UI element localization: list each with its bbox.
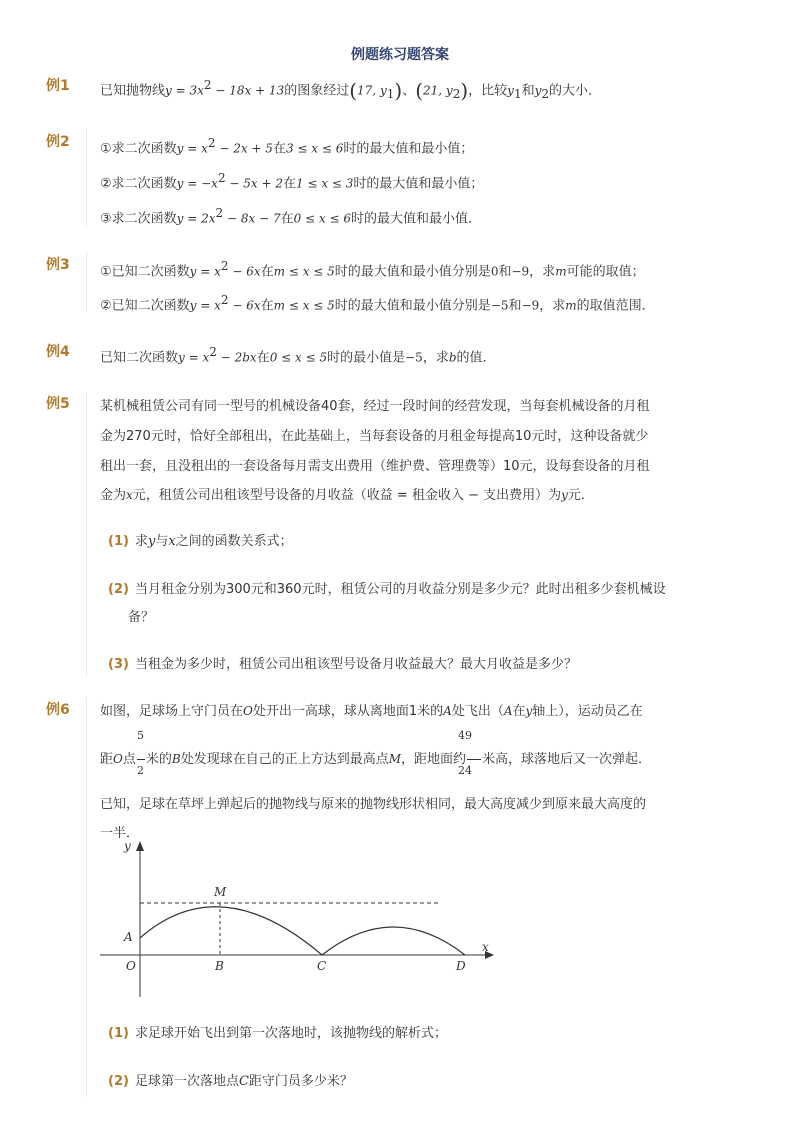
example-1-label: 例1 <box>46 78 70 94</box>
example-6-question-1: (1) 求足球开始飞出到第一次落地时，该抛物线的解析式； <box>108 1026 447 1041</box>
example-6-para-2: 距O点 米的B处发现球在自己的正上方达到最高点M，距地面约 米高，球落地后又一次弹起． <box>100 752 652 767</box>
example-4-text: 已知二次函数$y = x^2 - 2bx$在0 ≤ x ≤ 5时的最小值是−5，求b的值． <box>100 345 496 366</box>
example-5-para-4: 金为x元，租赁公司出租该型号设备的月收益（收益 = 租金收入 − 支出费用）为y元． <box>100 488 594 503</box>
example-6-para-1: 如图，足球场上守门员在O处开出一高球，球从离地面1米的A处飞出（A在y轴上），运动员乙在 <box>100 704 643 719</box>
example-2-rule <box>86 128 87 226</box>
example-5-para-1: 某机械租赁公司有同一型号的机械设备40套，经过一段时间的经营发现，当每套机械设备的月租 <box>100 399 650 414</box>
example-6-question-2: (2) 足球第一次落地点C距守门员多少米？ <box>108 1074 353 1089</box>
example-1-text: 已知抛物线$y = 3x^2 - 18x + 13$的图象经过(17, $y_1$)、(21, $y_2$)，比较$y_1$和$y_2$的大小． <box>100 78 602 103</box>
point-o-label: O <box>126 959 136 973</box>
example-4-label: 例4 <box>46 344 70 360</box>
example-5-question-2: (2) 当月租金分别为300元和360元时，租赁公司的月收益分别是多少元？此时出租多少套机械设 <box>108 582 666 597</box>
fraction-2-numerator: 49 <box>458 729 472 742</box>
example-6-para-3: 已知，足球在草坪上弹起后的抛物线与原来的抛物线形状相同，最大高度减少到原来最大高度的 <box>100 797 647 812</box>
example-5-para-2: 金为270元时，恰好全部租出，在此基础上，当每套设备的月租金每提高10元时，这种设备就少 <box>100 429 649 444</box>
example-5-label: 例5 <box>46 396 70 412</box>
point-b-label: B <box>215 959 224 973</box>
point-d-label: D <box>456 959 466 973</box>
point-a-label: A <box>124 930 133 944</box>
example-2-label: 例2 <box>46 134 70 150</box>
example-3-label: 例3 <box>46 257 70 273</box>
example-2-line-1: ①求二次函数$y = x^2 - 2x + 5$在3 ≤ x ≤ 6时的最大值和最小值； <box>100 136 474 157</box>
example-2-line-3: ③求二次函数$y = 2x^2 - 8x - 7$在0 ≤ x ≤ 6时的最大值和最小值． <box>100 206 482 227</box>
example-5-question-2-cont: 备？ <box>128 610 155 625</box>
example-5-rule <box>86 392 87 677</box>
x-axis-label: x <box>482 940 489 954</box>
example-5-question-1: (1) 求y与x之间的函数关系式； <box>108 534 293 549</box>
example-3-line-2: ②已知二次函数$y = x^2 - 6x$在m ≤ x ≤ 5时的最大值和最小值分别是−5和−9，求m的取值范围． <box>100 293 655 314</box>
example-6-rule <box>86 697 87 1097</box>
example-3-rule <box>86 252 87 312</box>
fraction-2-denominator: 24 <box>458 764 472 777</box>
example-5-para-3: 租出一套，且没租出的一套设备每月需支出费用（维护费、管理费等）10元，设每套设备的月租 <box>100 459 650 474</box>
example-5-question-3: (3) 当租金为多少时，租赁公司出租该型号设备月收益最大？最大月收益是多少？ <box>108 657 577 672</box>
y-axis-arrow <box>136 841 144 851</box>
page-title: 例题练习题答案 <box>351 47 449 63</box>
y-axis-label: y <box>124 839 131 853</box>
fraction-1-numerator: 5 <box>137 729 144 742</box>
point-m-label: M <box>214 885 227 899</box>
example-6-label: 例6 <box>46 702 70 718</box>
ball-trajectory-figure <box>90 835 510 1005</box>
example-3-line-1: ①已知二次函数$y = x^2 - 6x$在m ≤ x ≤ 5时的最大值和最小值分别是0和−9，求m可能的取值； <box>100 259 645 280</box>
first-parabola <box>140 907 322 955</box>
example-6-para-4: 一半． <box>100 826 140 841</box>
example-2-line-2: ②求二次函数$y = -x^2 - 5x + 2$在1 ≤ x ≤ 3时的最大值和最小值； <box>100 171 484 192</box>
point-c-label: C <box>317 959 327 973</box>
second-parabola <box>322 927 465 955</box>
fraction-1-denominator: 2 <box>137 764 144 777</box>
